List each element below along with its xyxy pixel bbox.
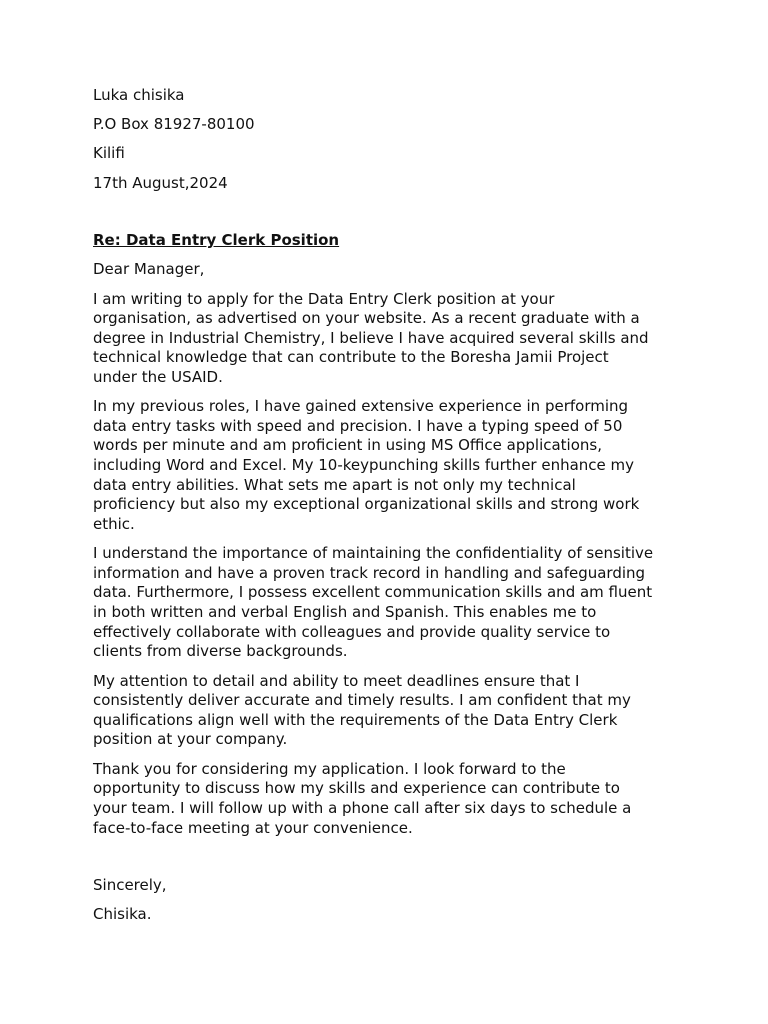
body-paragraph bbox=[93, 544, 683, 662]
paragraph-line: your team. I will follow up with a phone call after six days to schedule a bbox=[93, 798, 632, 817]
body-paragraph bbox=[93, 397, 683, 534]
letter-subject: Re: Data Entry Clerk Position bbox=[93, 231, 340, 250]
closing: Sincerely, bbox=[93, 876, 167, 895]
paragraph-line: technical knowledge that can contribute to the Boresha Jamii Project bbox=[93, 348, 609, 367]
paragraph-line: ethic. bbox=[93, 514, 135, 533]
paragraph-line: words per minute and am proficient in using MS Office applications, bbox=[93, 436, 602, 455]
signature: Chisika. bbox=[93, 905, 152, 924]
paragraph-line: effectively collaborate with colleagues and provide quality service to bbox=[93, 622, 611, 641]
paragraph-line: consistently deliver accurate and timely results. I am confident that my bbox=[93, 691, 631, 710]
paragraph-line: under the USAID. bbox=[93, 367, 223, 386]
sender-town: Kilifi bbox=[93, 144, 125, 163]
paragraph-line: My attention to detail and ability to meet deadlines ensure that I bbox=[93, 671, 580, 690]
body-paragraph bbox=[93, 760, 683, 838]
paragraph-line: In my previous roles, I have gained extensive experience in performing bbox=[93, 397, 629, 416]
body-paragraph bbox=[93, 672, 683, 750]
paragraph-line: face-to-face meeting at your convenience. bbox=[93, 818, 413, 837]
paragraph-line: qualifications align well with the requirements of the Data Entry Clerk bbox=[93, 710, 618, 729]
paragraph-line: degree in Industrial Chemistry, I believe I have acquired several skills and bbox=[93, 328, 649, 347]
letter-body bbox=[93, 290, 683, 839]
paragraph-line: opportunity to discuss how my skills and experience can contribute to bbox=[93, 779, 620, 798]
paragraph-line: in both written and verbal English and Spanish. This enables me to bbox=[93, 603, 597, 622]
letter-page bbox=[93, 86, 683, 935]
paragraph-line: Thank you for considering my application. I look forward to the bbox=[93, 759, 566, 778]
paragraph-line: clients from diverse backgrounds. bbox=[93, 642, 348, 661]
paragraph-line: I am writing to apply for the Data Entry Clerk position at your bbox=[93, 289, 555, 308]
salutation: Dear Manager, bbox=[93, 260, 205, 279]
paragraph-line: information and have a proven track record in handling and safeguarding bbox=[93, 563, 646, 582]
paragraph-line: organisation, as advertised on your website. As a recent graduate with a bbox=[93, 309, 640, 328]
paragraph-line: proficiency but also my exceptional organizational skills and strong work bbox=[93, 495, 640, 514]
paragraph-line: including Word and Excel. My 10-keypunching skills further enhance my bbox=[93, 456, 635, 475]
paragraph-line: data entry tasks with speed and precision. I have a typing speed of 50 bbox=[93, 416, 623, 435]
sender-name: Luka chisika bbox=[93, 86, 185, 104]
letter-date: 17th August,2024 bbox=[93, 173, 228, 192]
paragraph-line: position at your company. bbox=[93, 730, 288, 749]
paragraph-line: data. Furthermore, I possess excellent communication skills and am fluent bbox=[93, 583, 653, 602]
sender-po-box: P.O Box 81927-80100 bbox=[93, 115, 255, 134]
paragraph-line: I understand the importance of maintaining the confidentiality of sensitive bbox=[93, 544, 654, 563]
body-paragraph bbox=[93, 290, 683, 388]
paragraph-line: data entry abilities. What sets me apart is not only my technical bbox=[93, 475, 576, 494]
